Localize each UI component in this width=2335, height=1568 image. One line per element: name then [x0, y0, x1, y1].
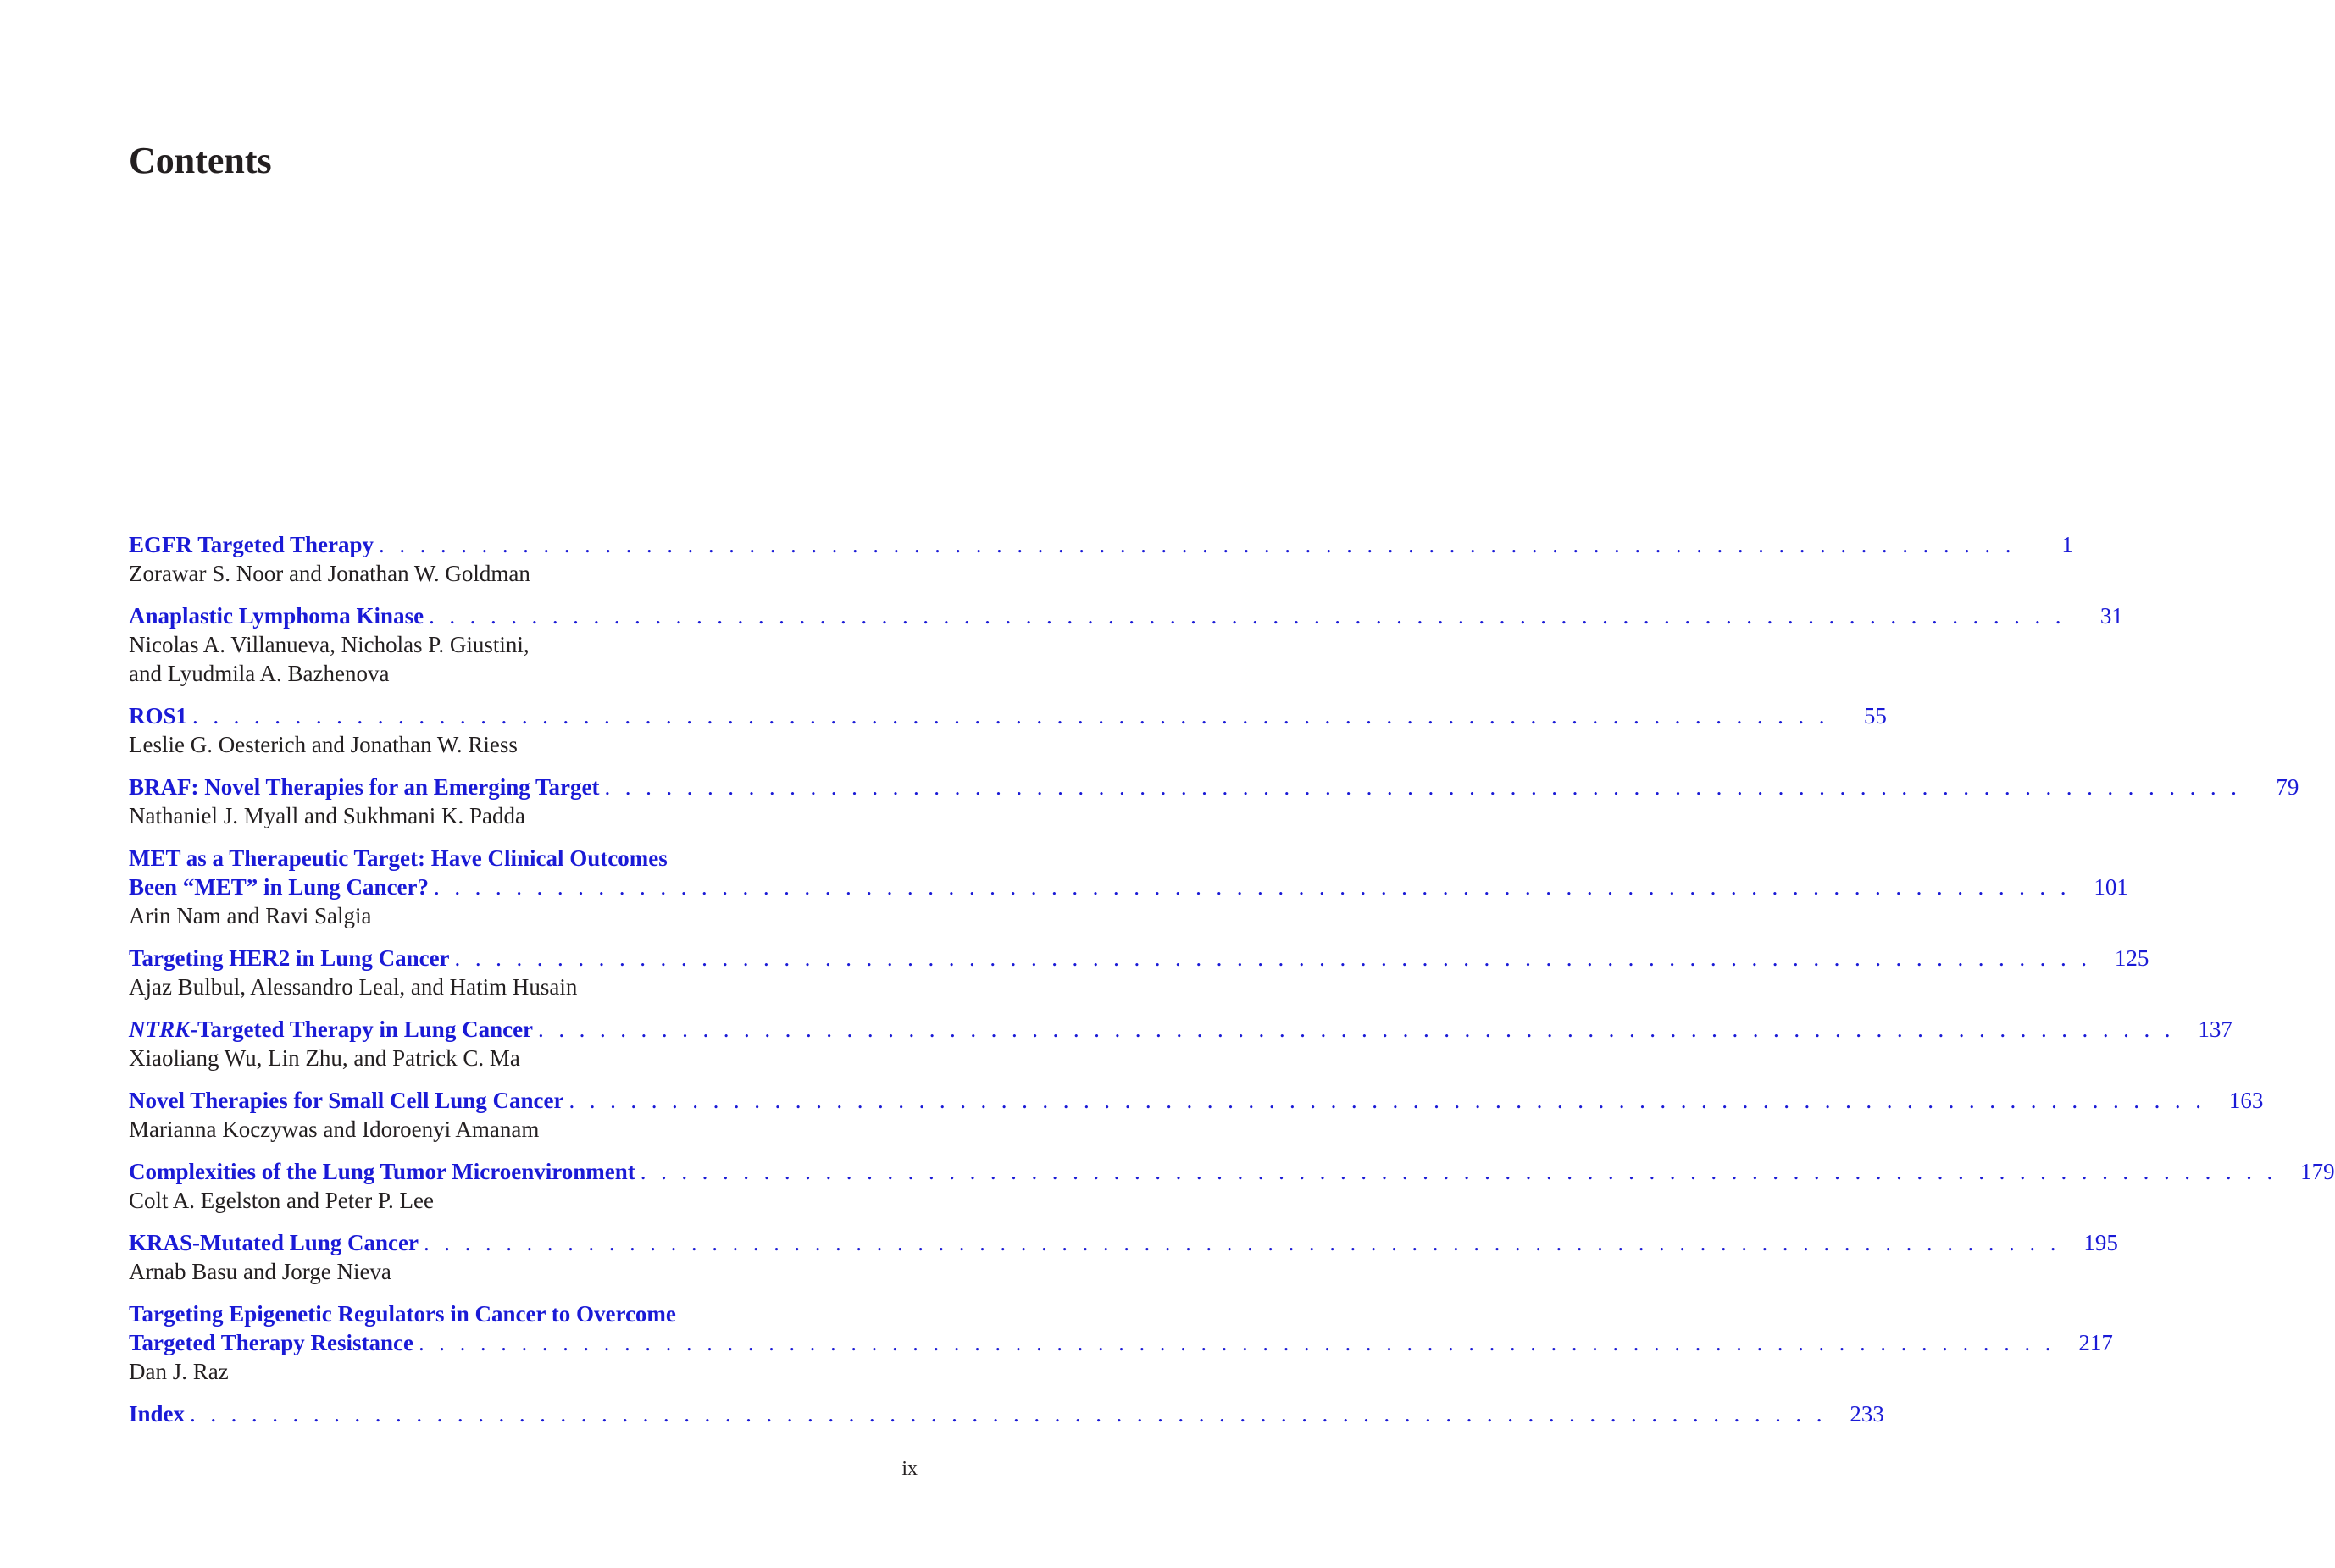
- toc-title-link[interactable]: Complexities of the Lung Tumor Microenvironment: [129, 1159, 635, 1184]
- toc-entry: [129, 773, 2299, 830]
- page-title: Contents: [129, 140, 272, 181]
- toc-page-number[interactable]: 1: [2061, 532, 2073, 557]
- toc-title-line: [129, 1399, 1884, 1428]
- toc-title-line: [129, 844, 918, 873]
- toc-title-link[interactable]: Novel Therapies for Small Cell Lung Cancer: [129, 1088, 564, 1113]
- toc-title-link[interactable]: BRAF: Novel Therapies for an Emerging Target: [129, 774, 600, 800]
- toc-entry: [129, 944, 2149, 1001]
- toc-title-link[interactable]: Targeting HER2 in Lung Cancer: [129, 945, 450, 971]
- toc-page-number[interactable]: 31: [2099, 603, 2123, 629]
- toc-authors: [129, 1115, 918, 1144]
- author-line: Ajaz Bulbul, Alessandro Leal, and Hatim Husain: [129, 974, 578, 1000]
- dot-leader: . . . . . . . . . . . . . . . . . . . . . . . . . . . . . . . . . . . . . . . . . . . . . . . . . . . . . . . . . . . . . . . . . . . . . . . . . . . . . . . .: [192, 703, 1829, 729]
- author-line: Xiaoliang Wu, Lin Zhu, and Patrick C. Ma: [129, 1045, 520, 1071]
- toc-page-number[interactable]: 137: [2198, 1017, 2232, 1042]
- toc-entry: [129, 601, 2123, 688]
- toc-page-number[interactable]: 163: [2228, 1088, 2264, 1113]
- dot-leader: . . . . . . . . . . . . . . . . . . . . . . . . . . . . . . . . . . . . . . . . . . . . . . . . . . . . . . . . . . . . . . . . . . . . . . . . . . . . . . . .: [454, 945, 2092, 971]
- dot-leader: . . . . . . . . . . . . . . . . . . . . . . . . . . . . . . . . . . . . . . . . . . . . . . . . . . . . . . . . . . . . . . . . . . . . . . . . . . . . . . . .: [418, 1330, 2055, 1355]
- toc-authors: [129, 559, 918, 588]
- toc-entry: [129, 1015, 2232, 1072]
- toc-page-number[interactable]: 217: [2078, 1330, 2113, 1355]
- dot-leader: . . . . . . . . . . . . . . . . . . . . . . . . . . . . . . . . . . . . . . . . . . . . . . . . . . . . . . . . . . . . . . . . . . . . . . . . . . . . . . . .: [604, 774, 2242, 800]
- page-number-folio: ix: [901, 1458, 918, 1480]
- toc-page-number[interactable]: 55: [1863, 703, 1887, 729]
- author-line: Nicolas A. Villanueva, Nicholas P. Giustini,: [129, 632, 530, 657]
- toc-authors: [129, 972, 918, 1001]
- toc-title-line: [129, 701, 1887, 730]
- toc-authors: [129, 801, 918, 830]
- dot-leader: . . . . . . . . . . . . . . . . . . . . . . . . . . . . . . . . . . . . . . . . . . . . . . . . . . . . . . . . . . . . . . . . . . . . . . . . . . . . . . . .: [568, 1088, 2206, 1113]
- toc-title-line: [129, 1015, 2232, 1044]
- dot-leader: . . . . . . . . . . . . . . . . . . . . . . . . . . . . . . . . . . . . . . . . . . . . . . . . . . . . . . . . . . . . . . . . . . . . . . . . . . . . . . . .: [379, 532, 2016, 557]
- author-line: Arnab Basu and Jorge Nieva: [129, 1259, 391, 1284]
- toc-page-number[interactable]: 195: [2083, 1230, 2118, 1255]
- toc-entry: [129, 701, 1887, 759]
- author-line: Nathaniel J. Myall and Sukhmani K. Padda: [129, 803, 525, 828]
- toc-entry: [129, 1157, 2335, 1215]
- toc-authors: [129, 630, 918, 688]
- author-line: Colt A. Egelston and Peter P. Lee: [129, 1188, 434, 1213]
- toc-title-link[interactable]: Anaplastic Lymphoma Kinase: [129, 603, 424, 629]
- toc-page-number[interactable]: 179: [2300, 1159, 2335, 1184]
- toc-title-link[interactable]: Index: [129, 1401, 186, 1427]
- dot-leader: . . . . . . . . . . . . . . . . . . . . . . . . . . . . . . . . . . . . . . . . . . . . . . . . . . . . . . . . . . . . . . . . . . . . . . . . . . . . . . . .: [429, 603, 2066, 629]
- toc-page-number[interactable]: 233: [1850, 1401, 1884, 1427]
- toc-title-line: [129, 773, 2299, 801]
- table-of-contents: [129, 530, 2335, 1442]
- toc-title-line: [129, 1328, 2113, 1357]
- author-line: Marianna Koczywas and Idoroenyi Amanam: [129, 1116, 540, 1142]
- dot-leader: . . . . . . . . . . . . . . . . . . . . . . . . . . . . . . . . . . . . . . . . . . . . . . . . . . . . . . . . . . . . . . . . . . . . . . . . . . . . . . . .: [640, 1159, 2277, 1184]
- toc-page-number[interactable]: 101: [2094, 874, 2128, 900]
- toc-title-link[interactable]: Been “MET” in Lung Cancer?: [129, 874, 430, 900]
- toc-authors: [129, 730, 918, 759]
- toc-authors: [129, 1044, 918, 1072]
- dot-leader: . . . . . . . . . . . . . . . . . . . . . . . . . . . . . . . . . . . . . . . . . . . . . . . . . . . . . . . . . . . . . . . . . . . . . . . . . . . . . . . .: [538, 1017, 2175, 1042]
- toc-title-line: [129, 1086, 2264, 1115]
- toc-title-link[interactable]: ROS1: [129, 703, 188, 729]
- toc-title-link[interactable]: EGFR Targeted Therapy: [129, 532, 374, 557]
- toc-authors: [129, 901, 918, 930]
- toc-title-italic-link[interactable]: NTRK: [129, 1017, 191, 1042]
- toc-title-line: [129, 1157, 2335, 1186]
- toc-authors: [129, 1357, 918, 1386]
- toc-title-line: [129, 873, 2128, 901]
- dot-leader: . . . . . . . . . . . . . . . . . . . . . . . . . . . . . . . . . . . . . . . . . . . . . . . . . . . . . . . . . . . . . . . . . . . . . . . . . . . . . . . .: [190, 1401, 1827, 1427]
- toc-title-line: [129, 601, 2123, 630]
- toc-title-link[interactable]: Targeted Therapy Resistance: [129, 1330, 413, 1355]
- toc-authors: [129, 1257, 918, 1286]
- toc-title-link[interactable]: -Targeted Therapy in Lung Cancer: [190, 1017, 534, 1042]
- toc-entry: [129, 530, 2073, 588]
- author-line: Zorawar S. Noor and Jonathan W. Goldman: [129, 561, 530, 586]
- author-line: and Lyudmila A. Bazhenova: [129, 661, 390, 686]
- toc-title-line: [129, 1299, 918, 1328]
- author-line: Leslie G. Oesterich and Jonathan W. Riess: [129, 732, 518, 757]
- toc-authors: [129, 1186, 918, 1215]
- toc-entry: [129, 844, 2128, 930]
- toc-title-link[interactable]: Targeting Epigenetic Regulators in Cancer to Overcome: [129, 1301, 676, 1327]
- toc-title-line: [129, 944, 2149, 972]
- dot-leader: . . . . . . . . . . . . . . . . . . . . . . . . . . . . . . . . . . . . . . . . . . . . . . . . . . . . . . . . . . . . . . . . . . . . . . . . . . . . . . . .: [434, 874, 2071, 900]
- toc-title-line: [129, 1228, 2118, 1257]
- author-line: Arin Nam and Ravi Salgia: [129, 903, 372, 928]
- toc-entry: [129, 1086, 2264, 1144]
- author-line: Dan J. Raz: [129, 1359, 229, 1384]
- toc-entry: [129, 1228, 2118, 1286]
- dot-leader: . . . . . . . . . . . . . . . . . . . . . . . . . . . . . . . . . . . . . . . . . . . . . . . . . . . . . . . . . . . . . . . . . . . . . . . . . . . . . . . .: [424, 1230, 2060, 1255]
- toc-title-link[interactable]: KRAS-Mutated Lung Cancer: [129, 1230, 419, 1255]
- toc-page-number[interactable]: 79: [2276, 774, 2299, 800]
- toc-entry: [129, 1399, 1884, 1428]
- toc-page-number[interactable]: 125: [2114, 945, 2149, 971]
- toc-title-line: [129, 530, 2073, 559]
- toc-entry: [129, 1299, 2113, 1386]
- toc-title-link[interactable]: MET as a Therapeutic Target: Have Clinical Outcomes: [129, 845, 668, 871]
